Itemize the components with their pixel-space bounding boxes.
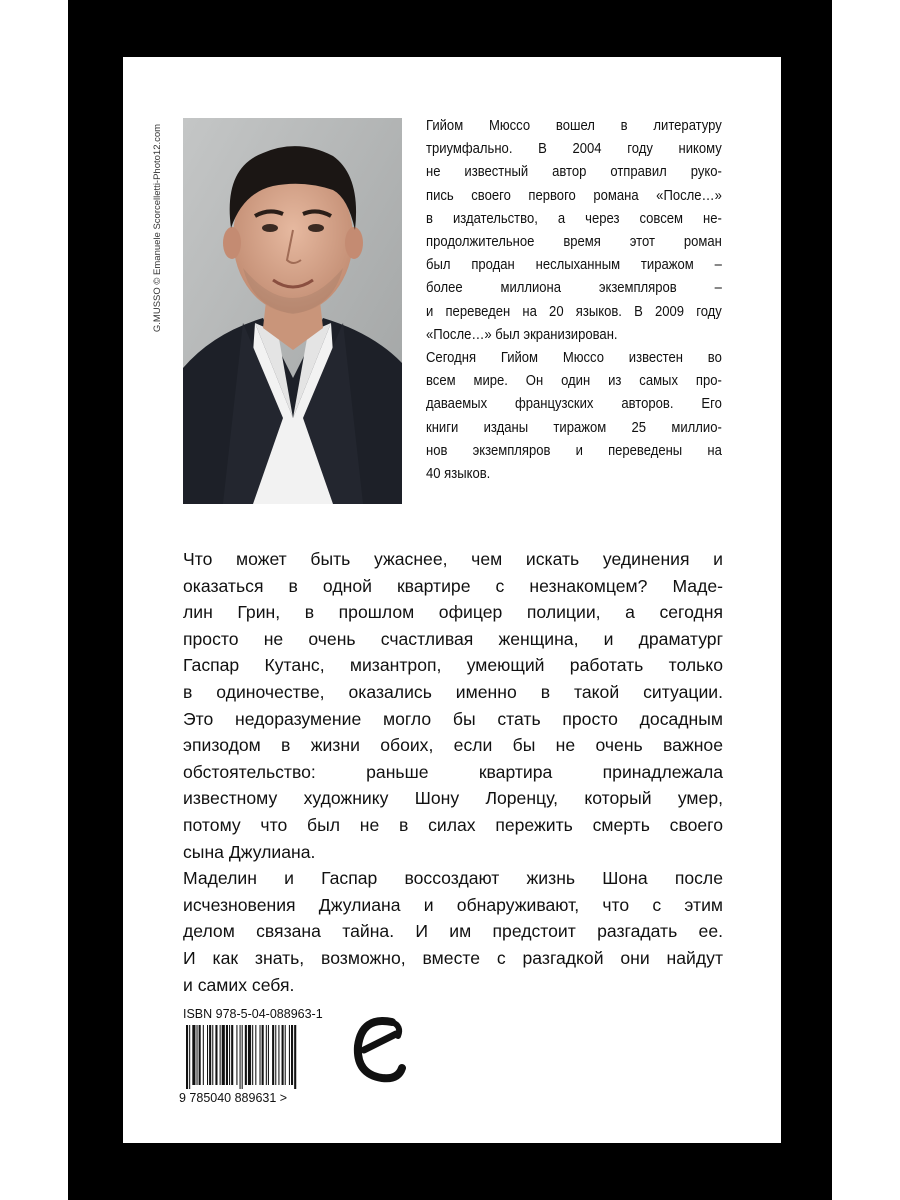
white-margin-right: [832, 0, 900, 1200]
barcode-bar: [207, 1025, 208, 1085]
isbn-label: ISBN 978-5-04-088963-1: [183, 1007, 323, 1021]
barcode-bar: [240, 1025, 241, 1089]
bio-line: был продан неслыханным тиражом –: [426, 256, 722, 274]
barcode-bar: [291, 1025, 293, 1085]
bio-line: триумфально. В 2004 году никому: [426, 140, 722, 158]
barcode-bar: [192, 1025, 195, 1085]
blurb-line: Гаспар Кутанс, мизантроп, умеющий работать только: [183, 655, 723, 676]
barcode-bar: [282, 1025, 284, 1085]
barcode-bars: [186, 1025, 296, 1089]
bio-line: пись своего первого романа «После…»: [426, 186, 722, 204]
barcode-bar: [229, 1025, 230, 1085]
barcode-bar: [272, 1025, 274, 1085]
bio-line: более миллиона экземпляров –: [426, 279, 722, 297]
blurb-line: лин Грин, в прошлом офицер полиции, а сегодня: [183, 602, 723, 623]
blurb-line: и самих себя.: [183, 974, 295, 995]
barcode-bar: [231, 1025, 233, 1085]
barcode-bar: [268, 1025, 269, 1085]
barcode-bar: [255, 1025, 256, 1085]
blurb-line: потому что был не в силах пережить смерть своего: [183, 814, 723, 835]
white-margin-left: [0, 0, 68, 1200]
blurb-line: оказаться в одной квартире с незнакомцем? Маде-: [183, 575, 723, 596]
bio-line: книги изданы тиражом 25 миллио-: [426, 418, 722, 436]
barcode-bar: [209, 1025, 211, 1085]
blurb-line: Маделин и Гаспар воссоздают жизнь Шона после: [183, 868, 723, 889]
barcode-digits: 9 785040 889631 >: [179, 1091, 288, 1105]
bio-line: в издательство, а через совсем не-: [426, 209, 722, 227]
barcode-bar: [260, 1025, 261, 1085]
blurb-line: делом связана тайна. И им предстоит разгадать ее.: [183, 921, 723, 942]
barcode-bar: [189, 1025, 190, 1089]
blurb-line: исчезновения Джулиана и обнаруживают, что с этим: [183, 894, 723, 915]
barcode-bar: [242, 1025, 243, 1089]
bio-line: «После…» был экранизирован.: [426, 325, 618, 343]
blurb-line: эпизодом в жизни обоих, если бы не очень важное: [183, 735, 723, 756]
barcode-bar: [236, 1025, 237, 1085]
barcode-bar: [220, 1025, 221, 1085]
barcode-bar: [278, 1025, 279, 1085]
bio-line: даваемых французских авторов. Его: [426, 395, 722, 413]
barcode-bar: [203, 1025, 204, 1085]
barcode-bar: [226, 1025, 228, 1085]
blurb-line: просто не очень счастливая женщина, и драматург: [183, 628, 723, 649]
barcode-bar: [199, 1025, 201, 1085]
barcode-bar: [285, 1025, 286, 1085]
blurb-line: в одиночестве, оказались именно в такой ситуации.: [183, 681, 723, 702]
eksmo-e-logo-icon: [352, 1012, 406, 1084]
blurb-line: Что может быть ужаснее, чем искать уединения и: [183, 549, 723, 569]
barcode-bar: [252, 1025, 253, 1085]
blurb-line: Это недоразумение могло бы стать просто досадным: [183, 708, 723, 729]
barcode-bar: [212, 1025, 213, 1085]
barcode-bar: [215, 1025, 217, 1085]
bio-line: Гийом Мюссо вошел в литературу: [426, 117, 722, 134]
photo-credit: G.MUSSO © Emanuele Scorcelletti-Photo12.com: [152, 123, 163, 333]
barcode-bar: [186, 1025, 188, 1089]
bio-line: продолжительное время этот роман: [426, 233, 722, 251]
barcode-bar: [248, 1025, 251, 1085]
isbn-barcode: [178, 1025, 340, 1105]
barcode-bar: [262, 1025, 264, 1085]
barcode-bar: [222, 1025, 225, 1085]
barcode-bar: [266, 1025, 267, 1085]
bio-line: не известный автор отправил руко-: [426, 163, 722, 181]
book-blurb: [183, 546, 723, 998]
bio-line: Сегодня Гийом Мюссо известен во: [426, 349, 722, 367]
barcode-bar: [245, 1025, 247, 1085]
bio-line: нов экземпляров и переведены на: [426, 441, 722, 459]
photo-credit-wrap: [152, 118, 164, 338]
bio-line: 40 языков.: [426, 465, 491, 483]
barcode-bar: [289, 1025, 290, 1085]
barcode-bar: [197, 1025, 198, 1085]
bio-line: и переведен на 20 языков. В 2009 году: [426, 302, 722, 320]
author-photo: [183, 118, 402, 504]
blurb-line: сына Джулиана.: [183, 841, 316, 862]
blurb-line: известному художнику Шону Лоренцу, который умер,: [183, 788, 723, 809]
barcode-bar: [294, 1025, 296, 1089]
bio-line: всем мире. Он один из самых про-: [426, 372, 722, 390]
barcode-bar: [275, 1025, 276, 1085]
author-bio: [426, 114, 722, 485]
blurb-line: обстоятельство: раньше квартира принадлежала: [183, 761, 723, 782]
blurb-line: И как знать, возможно, вместе с разгадкой они найдут: [183, 947, 723, 968]
